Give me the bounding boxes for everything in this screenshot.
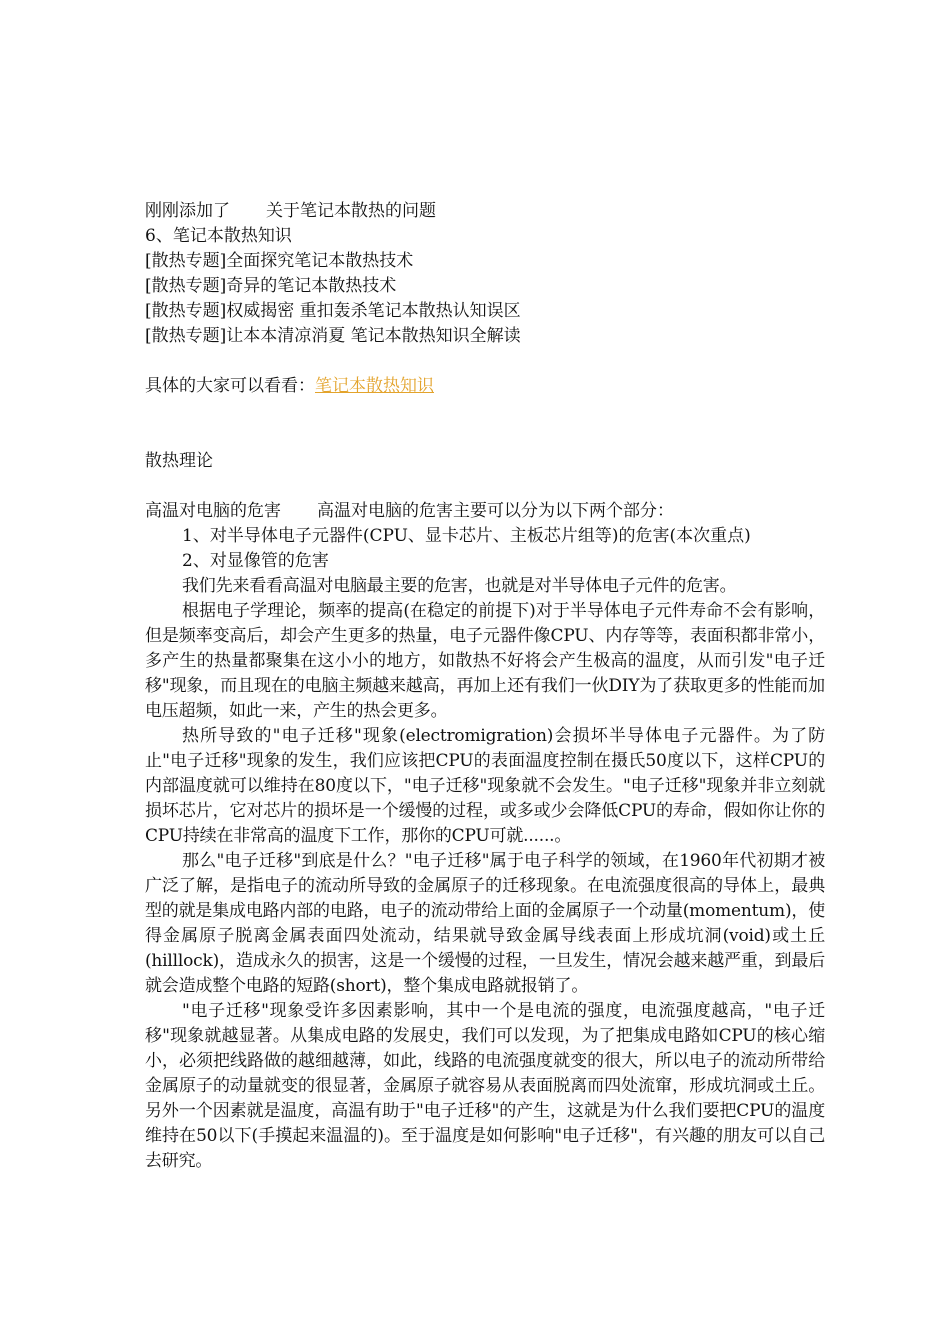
intro-topic: 高温对电脑的危害	[145, 501, 281, 521]
intro-point: 2、对显像管的危害	[182, 551, 329, 571]
spacer	[145, 474, 825, 499]
recently-added-title: 关于笔记本散热的问题	[266, 201, 436, 221]
cooling-knowledge-link[interactable]: 笔记本散热知识	[315, 376, 434, 396]
list-item: [散热专题]奇异的笔记本散热技术	[145, 276, 397, 296]
body-paragraph: 根据电子学理论，频率的提高(在稳定的前提下)对于半导体电子元件寿命不会有影响，但是频率变高后，却会产生更多的热量，电子元器件像CPU、内存等等，表面积都非常小，多产生的热量都聚集在这小小的地方，如散热不好将会产生极高的温度，从而引发"电子迁移"现象，而且现在的电脑主频越来越高，再加上还有我们一伙DIY为了获取更多的性能而加电压超频，如此一来，产生的热会更多。	[145, 601, 825, 721]
intro-lead: 高温对电脑的危害主要可以分为以下两个部分：	[317, 501, 674, 521]
spacer	[145, 399, 825, 449]
intro-point: 1、对半导体电子元器件(CPU、显卡芯片、主板芯片组等)的危害(本次重点)	[182, 526, 751, 546]
spacer	[145, 349, 825, 374]
list-item: [散热专题]全面探究笔记本散热技术	[145, 251, 414, 271]
body-paragraph: "电子迁移"现象受许多因素影响，其中一个是电流的强度，电流强度越高，"电子迁移"现象就越显著。从集成电路的发展史，我们可以发现，为了把集成电路如CPU的核心缩小，必须把线路做的越细越薄，如此，线路的电流强度就变的很大，所以电子的流动所带给金属原子的动量就变的很显著，金属原子就容易从表面脱离而四处流窜，形成坑洞或土丘。另外一个因素就是温度，高温有助于"电子迁移"的产生，这就是为什么我们要把CPU的温度维持在50以下(手摸起来温温的)。至于温度是如何影响"电子迁移"，有兴趣的朋友可以自己去研究。	[145, 1001, 825, 1171]
document-body	[145, 199, 825, 1174]
list-title: 6、笔记本散热知识	[145, 226, 292, 246]
list-item: [散热专题]权威揭密 重扣轰杀笔记本散热认知误区	[145, 301, 521, 321]
see-more-line	[145, 374, 825, 399]
list-item: [散热专题]让本本清凉消夏 笔记本散热知识全解读	[145, 326, 521, 346]
intro-line	[145, 499, 825, 524]
recently-added-line	[145, 199, 825, 224]
body-paragraph: 我们先来看看高温对电脑最主要的危害，也就是对半导体电子元件的危害。	[182, 576, 737, 596]
recently-added-prefix: 刚刚添加了	[145, 201, 230, 221]
section-title: 散热理论	[145, 451, 213, 471]
body-paragraph: 那么"电子迁移"到底是什么？"电子迁移"属于电子科学的领域，在1960年代初期才被广泛了解，是指电子的流动所导致的金属原子的迁移现象。在电流强度很高的导体上，最典型的就是集成电路内部的电路，电子的流动带给上面的金属原子一个动量(momentum)，使得金属原子脱离金属表面四处流动，结果就导致金属导线表面上形成坑洞(void)或土丘(hilllock)，造成永久的损害，这是一个缓慢的过程，一旦发生，情况会越来越严重，到最后就会造成整个电路的短路(short)，整个集成电路就报销了。	[145, 851, 825, 996]
see-more-prefix: 具体的大家可以看看：	[145, 376, 315, 396]
body-paragraph: 热所导致的"电子迁移"现象(electromigration)会损坏半导体电子元器件。为了防止"电子迁移"现象的发生，我们应该把CPU的表面温度控制在摄氏50度以下，这样CPU的内部温度就可以维持在80度以下，"电子迁移"现象就不会发生。"电子迁移"现象并非立刻就损坏芯片，它对芯片的损坏是一个缓慢的过程，或多或少会降低CPU的寿命，假如你让你的CPU持续在非常高的温度下工作，那你的CPU可就......。	[145, 726, 825, 846]
